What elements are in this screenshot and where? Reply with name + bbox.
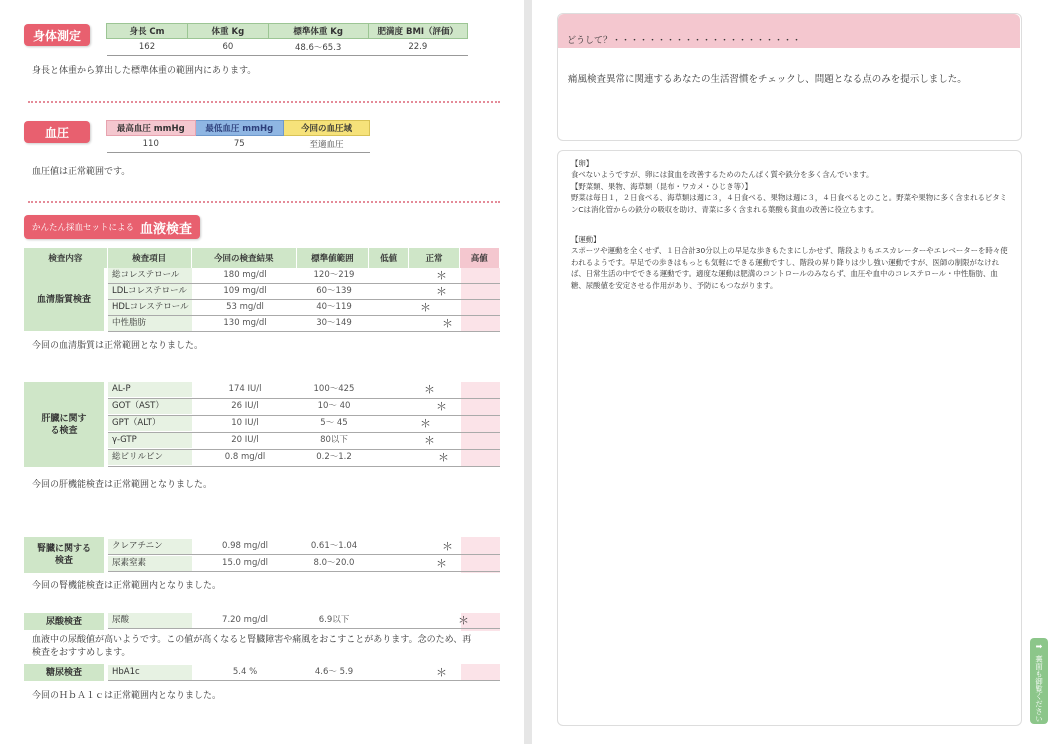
blood-test-label-small: かんたん採血セットによる [32,223,135,233]
detail-text-exercise: スポーツや運動を全くせず、１日合計30分以上の早足な歩きもたまにしかせず、階段よりもエスカレーターやエレベーターを時々使われるようです。早足での歩きはもっとも気軽にできる運動ですし、階段の昇り降りは少し強い運動ですが、医師の制限がなければ、日常生活の中でできる運動です。適度な運動は肥満のコントロールのみならず、血圧や血中のコレステロール・中性脂肪、血糖、尿酸値を安定させる作用があり、予防にもつながります。 [571,246,1008,290]
header-systolic: 最高血圧 mmHg [107,121,196,136]
table-row [108,399,500,416]
row-item: 尿酸 [108,613,193,628]
row-value: 7.20 mg/dl [222,615,268,625]
row-reference: 80以下 [320,435,348,445]
blood-test-label-big: 血液検査 [140,221,193,237]
normal-mark: ＊ [438,451,449,464]
table-row [108,416,500,433]
row-reference: 0.61〜1.04 [310,541,358,551]
normal-mark: ＊ [442,317,453,330]
normal-mark: ＊ [436,400,447,413]
why-title: どうして？・・・・・・・・・・・・・・・・・・・・・ [567,36,802,46]
table-row [108,450,500,467]
row-reference: 4.6〜 5.9 [314,667,354,677]
row-reference: 30〜149 [316,318,352,328]
row-item: HDLコレステロール [108,300,193,315]
row-item: GPT（ALT） [108,416,193,431]
value-diastolic: 75 [195,136,284,153]
category-uric-acid: 尿酸検査 [24,613,104,630]
see-reverse-text: 裏面も御覧ください [1034,655,1044,723]
normal-mark: ＊ [420,417,431,430]
see-reverse-tab[interactable] [1030,638,1048,724]
arrow-right-icon: ➡ [1035,642,1043,651]
row-value: 15.0 mg/dl [222,558,268,568]
row-item: γ-GTP [108,433,193,448]
category-lipid: 血清脂質検査 [24,268,104,331]
header-height: 身長 Cm [107,24,188,39]
row-value: 130 mg/dl [223,318,267,328]
detail-text-vegetables: 野菜は毎日１，２日食べる、海草類は週に３，４日食べる、果物は週に３，４日食べるとのこと。野菜や果物に多く含まれるビタミンCは消化管からの鉄分の吸収を助け、青菜に多く含まれる葉酸も貧血の改善に役立ちます。 [571,193,1008,214]
row-value: 180 mg/dl [223,270,267,280]
normal-mark: ＊ [436,269,447,282]
row-value: 10 IU/l [231,418,259,428]
row-item: クレアチニン [108,539,193,554]
table-row [108,300,500,316]
row-item: 総ビリルビン [108,450,193,465]
header-result: 今回の検査結果 [192,248,297,268]
high-mark: ＊ [458,614,469,627]
uric-acid-note: 血液中の尿酸値が高いようです。この値が高くなると腎臓障害や痛風をおこすことがあります。念のため、再検査をおすすめします。 [32,635,472,658]
table-row [108,268,500,284]
kidney-note: 今回の腎機能検査は正常範囲内となりました。 [32,581,222,591]
body-measure-note: 身長と体重から算出した標準体重の範囲内にあります。 [32,66,257,76]
row-item: 中性脂肪 [108,316,193,331]
row-value: 0.98 mg/dl [222,541,268,551]
normal-mark: ＊ [424,383,435,396]
lipid-note: 今回の血清脂質は正常範囲となりました。 [32,341,204,351]
blood-pressure-label: 血圧 [24,121,90,143]
liver-note: 今回の肝機能検査は正常範囲となりました。 [32,480,213,490]
header-high: 高値 [460,248,500,268]
row-item: AL-P [108,382,193,397]
value-std-weight: 48.6〜65.3 [268,39,368,56]
page-gutter [524,0,532,744]
row-reference: 100〜425 [313,384,355,394]
header-diastolic: 最低血圧 mmHg [195,121,284,136]
row-item: 尿素窒素 [108,556,193,571]
row-reference: 0.2〜1.2 [316,452,352,462]
blood-pressure-note: 血圧値は正常範囲です。 [32,167,131,177]
row-reference: 10〜 40 [317,401,351,411]
row-item: LDLコレステロール [108,284,193,299]
table-row [108,613,500,629]
why-text: 痛風検査異常に関連するあなたの生活習慣をチェックし、問題となる点のみを提示しました。 [568,74,967,85]
value-bp-zone: 至適血圧 [284,136,370,153]
table-row [108,382,500,399]
blood-test-header [24,248,500,268]
table-row [108,665,500,681]
normal-mark: ＊ [436,557,447,570]
value-weight: 60 [187,39,268,56]
row-reference: 120〜219 [313,270,355,280]
category-kidney: 腎臓に関する検査 [24,537,104,573]
header-category: 検査内容 [24,248,108,268]
row-value: 0.8 mg/dl [224,452,266,462]
row-item: HbA1c [108,665,193,680]
row-value: 53 mg/dl [226,302,264,312]
row-reference: 6.9以下 [318,615,350,625]
header-bmi: 肥満度 BMI（評価） [368,24,467,39]
blood-test-label [24,215,200,239]
table-row [108,556,500,572]
row-value: 26 IU/l [231,401,259,411]
header-item: 検査項目 [108,248,192,268]
normal-mark: ＊ [424,434,435,447]
detail-text-egg: 食べないようですが、卵には貧血を改善するためのたんぱく質や鉄分を多く含んでいます。 [571,170,874,179]
normal-mark: ＊ [442,540,453,553]
blood-pressure-table [106,120,370,153]
header-normal: 正常 [409,248,459,268]
diabetes-note: 今回のＨｂＡ１ｃは正常範囲内となりました。 [32,691,222,701]
header-reference: 標準値範囲 [297,248,369,268]
row-value: 5.4 % [232,667,258,677]
row-item: GOT（AST） [108,399,193,414]
row-reference: 40〜119 [316,302,352,312]
header-std-weight: 標準体重 Kg [268,24,368,39]
normal-mark: ＊ [420,301,431,314]
detail-heading-vegetables: 【野菜類、果物、海草類（昆布・ワカメ・ひじき等）】 [571,182,753,191]
detail-heading-exercise: 【運動】 [571,235,601,244]
table-row [108,284,500,300]
body-measure-label: 身体測定 [24,24,90,46]
category-diabetes: 糖尿検査 [24,664,104,681]
divider [28,201,500,203]
header-weight: 体重 Kg [187,24,268,39]
table-row [108,316,500,332]
header-bp-zone: 今回の血圧域 [284,121,370,136]
row-reference: 5〜 45 [320,418,348,428]
value-systolic: 110 [107,136,196,153]
normal-mark: ＊ [436,666,447,679]
row-reference: 60〜139 [316,286,352,296]
table-row [108,433,500,450]
detail-heading-egg: 【卵】 [571,159,594,168]
body-measure-table [106,23,468,56]
normal-mark: ＊ [436,285,447,298]
row-value: 20 IU/l [231,435,259,445]
header-low: 低値 [369,248,409,268]
row-value: 174 IU/l [228,384,262,394]
divider [28,101,500,103]
value-height: 162 [107,39,188,56]
category-liver: 肝臓に関する検査 [24,382,104,467]
row-item: 総コレステロール [108,268,193,283]
table-row [108,539,500,555]
row-reference: 8.0〜20.0 [313,558,355,568]
value-bmi: 22.9 [368,39,467,56]
row-value: 109 mg/dl [223,286,267,296]
